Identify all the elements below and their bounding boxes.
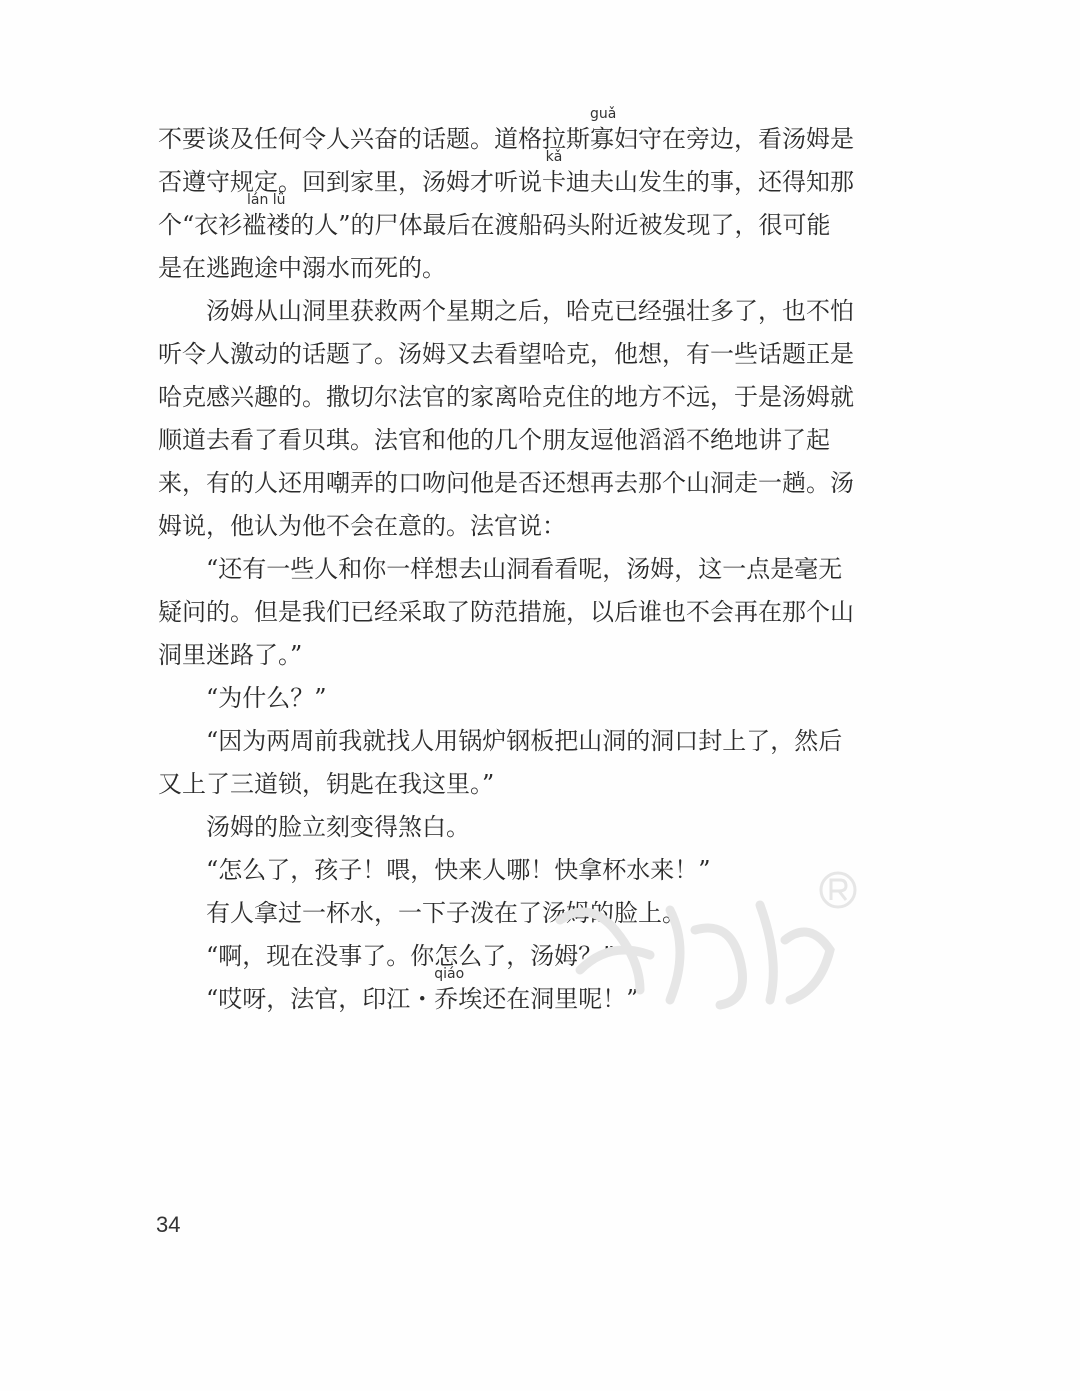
text-segment: “还有一些人和你一样想去山洞看看呢，汤姆，这一点是毫无: [206, 555, 843, 583]
text-line: [158, 505, 878, 548]
text-line: [158, 634, 878, 677]
text-segment: 顺道去看了看贝琪。法官和他的几个朋友逗他滔滔不绝地讲了起: [158, 426, 830, 454]
text-segment: 否遵守规定。回到家里，汤姆才听说: [158, 168, 542, 196]
text-line: [158, 806, 878, 849]
annotated-character: [542, 149, 566, 204]
text-segment: “为什么？”: [206, 684, 327, 712]
text-line: [158, 892, 878, 935]
text-segment: 妇守在旁边，看汤姆是: [614, 125, 854, 153]
text-line: [158, 290, 878, 333]
text-segment: 有人拿过一杯水，一下子泼在了汤姆的脸上。: [206, 899, 686, 927]
text-line: [158, 763, 878, 806]
text-line: [158, 966, 878, 1021]
annotated-text: 乔: [434, 985, 459, 1013]
text-line: [158, 677, 878, 720]
text-line: [158, 849, 878, 892]
text-line: [158, 333, 878, 376]
body-text: [158, 106, 878, 1021]
text-segment: 哈克感兴趣的。撒切尔法官的家离哈克住的地方不远，于是汤姆就: [158, 383, 854, 411]
text-line: [158, 247, 878, 290]
text-segment: 听令人激动的话题了。汤姆又去看望哈克，他想，有一些话题正是: [158, 340, 854, 368]
annotated-character: [590, 106, 617, 161]
text-segment: 疑问的。但是我们已经采取了防范措施，以后谁也不会再在那个山: [158, 598, 854, 626]
text-line: [158, 935, 878, 978]
text-segment: 迪夫山发生的事，还得知那: [566, 168, 854, 196]
annotated-text: 卡: [542, 168, 566, 196]
text-line: [158, 419, 878, 462]
text-line: [158, 591, 878, 634]
text-line: [158, 376, 878, 419]
text-segment: “怎么了，孩子！喂，快来人哪！快拿杯水来！”: [206, 856, 711, 884]
text-line: [158, 106, 878, 161]
pinyin-annotation: lán lǚ: [247, 192, 286, 208]
text-segment: 埃还在洞里呢！”: [458, 985, 639, 1013]
text-line: [158, 192, 878, 247]
annotated-text: 寡: [590, 125, 614, 153]
pinyin-annotation: guǎ: [590, 106, 617, 122]
text-segment: 的人”的尸体最后在渡船码头附近被发现了，很可能: [290, 211, 831, 239]
text-segment: 洞里迷路了。”: [158, 641, 303, 669]
text-segment: 个“衣衫: [158, 211, 243, 239]
text-line: [158, 720, 878, 763]
text-segment: “哎呀，法官，印江・: [206, 985, 435, 1013]
text-segment: 又上了三道锁，钥匙在我这里。”: [158, 770, 495, 798]
text-line: [158, 462, 878, 505]
pinyin-annotation: qiáo: [434, 966, 465, 982]
text-segment: 是在逃跑途中溺水而死的。: [158, 254, 446, 282]
annotated-character: [434, 966, 465, 1021]
annotated-character: [242, 192, 291, 247]
text-line: [158, 548, 878, 591]
text-segment: 不要谈及任何令人兴奋的话题。道格拉斯: [158, 125, 590, 153]
text-segment: “啊，现在没事了。你怎么了，汤姆？”: [206, 942, 615, 970]
text-segment: 汤姆的脸立刻变得煞白。: [206, 813, 470, 841]
text-segment: “因为两周前我就找人用锅炉钢板把山洞的洞口封上了，然后: [206, 727, 843, 755]
page-number: 34: [156, 1212, 181, 1237]
text-segment: 汤姆从山洞里获救两个星期之后，哈克已经强壮多了，也不怕: [206, 297, 854, 325]
annotated-text: 褴褛: [242, 211, 291, 239]
text-segment: 姆说，他认为他不会在意的。法官说：: [158, 512, 566, 540]
pinyin-annotation: kǎ: [545, 149, 563, 165]
text-segment: 来，有的人还用嘲弄的口吻问他是否还想再去那个山洞走一趟。汤: [158, 469, 854, 497]
